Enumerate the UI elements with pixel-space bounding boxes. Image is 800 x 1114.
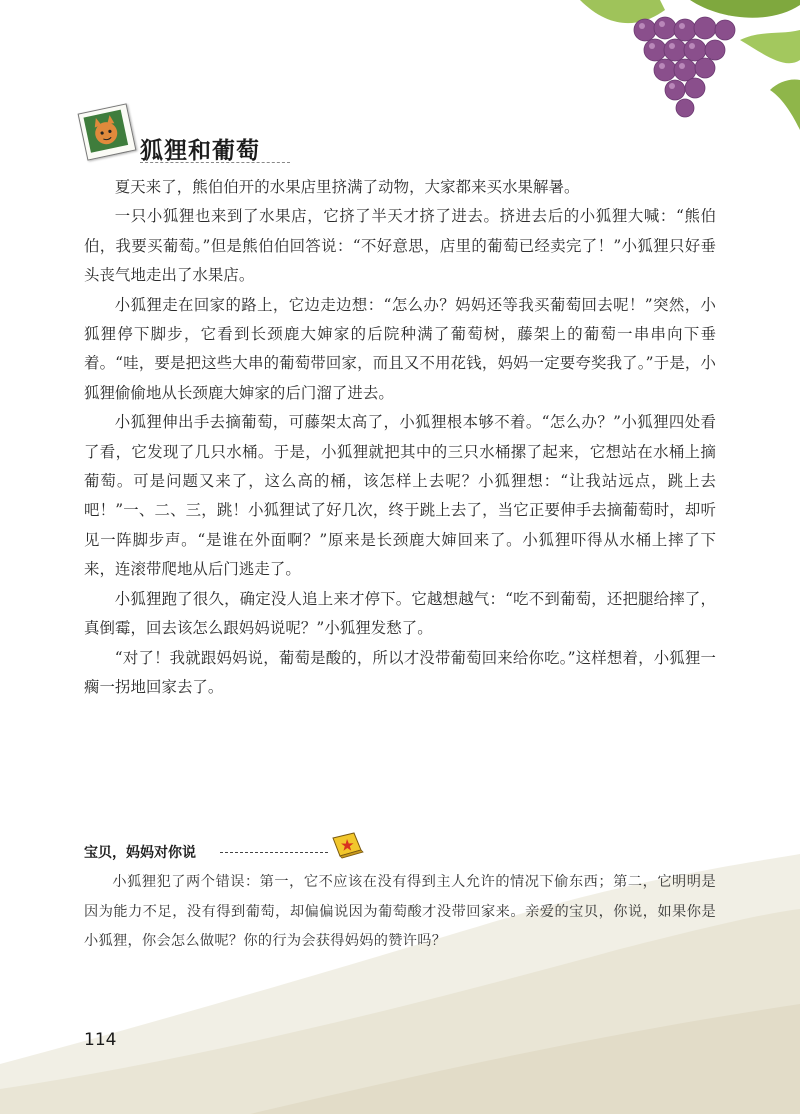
story-title-block bbox=[78, 108, 293, 168]
story-paragraph: 小狐狸跑了很久，确定没人追上来才停下。它越想越气：“吃不到葡萄，还把腿给摔了，真倒霉，回去该怎么跟妈妈说呢？”小狐狸发愁了。 bbox=[84, 589, 716, 638]
story-paragraph: 小狐狸伸出手去摘葡萄，可藤架太高了，小狐狸根本够不着。“怎么办？”小狐狸四处看了看，它发现了几只水桶。于是，小狐狸就把其中的三只水桶摞了起来，它想站在水桶上摘葡萄。可是问题又来了，这么高的桶，该怎样上去呢？小狐狸想：“让我站远点，跳上去吧！”一、二、三，跳！小狐狸试了好几次，终于跳上去了，当它正要伸手去摘葡萄时，却听见一阵脚步声。“是谁在外面啊？”原来是长颈鹿大婶回来了。小狐狸吓得从水桶上摔了下来，连滚带爬地从后门逃走了。 bbox=[84, 413, 716, 579]
note-paragraph: 小狐狸犯了两个错误：第一，它不应该在没有得到主人允许的情况下偷东西；第二，它明明是因为能力不足，没有得到葡萄，却偏偏说因为葡萄酸才没带回家来。亲爱的宝贝，你说，如果你是小狐狸，你会怎么做呢？你的行为会获得妈妈的赞许吗？ bbox=[84, 874, 716, 949]
page-number: 114 bbox=[84, 1030, 117, 1050]
story-paragraph: 夏天来了，熊伯伯开的水果店里挤满了动物，大家都来买水果解暑。 bbox=[114, 178, 580, 196]
story-paragraph: “对了！我就跟妈妈说，葡萄是酸的，所以才没带葡萄回来给你吃。”这样想着，小狐狸一瘸一拐地回家去了。 bbox=[84, 648, 716, 696]
story-paragraph: 一只小狐狸也来到了水果店，它挤了半天才挤了进去。挤进去后的小狐狸大喊：“熊伯伯，我要买葡萄。”但是熊伯伯回答说：“不好意思，店里的葡萄已经卖完了！”小狐狸只好垂头丧气地走出了水果店。 bbox=[84, 207, 716, 285]
grapes-icon bbox=[570, 0, 800, 140]
story-body bbox=[84, 173, 716, 702]
note-heading: 宝贝，妈妈对你说 bbox=[84, 845, 196, 861]
title-underline bbox=[140, 162, 290, 163]
fox-photo-icon bbox=[78, 103, 137, 160]
book-star-icon bbox=[330, 830, 364, 860]
story-paragraph: 小狐狸走在回家的路上，它边走边想：“怎么办？妈妈还等我买葡萄回去呢！”突然，小狐狸停下脚步，它看到长颈鹿大婶家的后院种满了葡萄树，藤架上的葡萄一串串向下垂着。“哇，要是把这些大串的葡萄带回家，而且又不用花钱，妈妈一定要夸奖我了。”于是，小狐狸偷偷地从长颈鹿大婶家的后门溜了进去。 bbox=[84, 295, 716, 402]
story-title: 狐狸和葡萄 bbox=[140, 138, 260, 164]
note-heading-dashes bbox=[220, 852, 328, 853]
note-body bbox=[84, 868, 716, 957]
